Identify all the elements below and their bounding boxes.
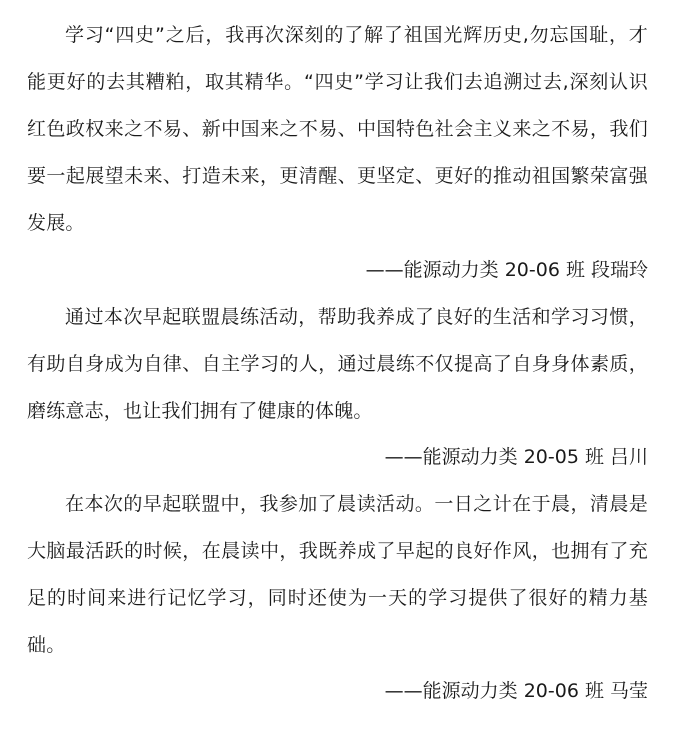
- reflection-paragraph-1: 学习“四史”之后，我再次深刻的了解了祖国光辉历史,勿忘国耻，才能更好的去其糟粕，取其精华。“四史”学习让我们去追溯过去,深刻认识红色政权来之不易、新中国来之不易、中国特色社会主义来之不易，我们要一起展望未来、打造未来，更清醒、更坚定、更好的推动祖国繁荣富强发展。: [27, 24, 648, 234]
- reflection-paragraph-3: 在本次的早起联盟中，我参加了晨读活动。一日之计在于晨，清晨是大脑最活跃的时候，在晨读中，我既养成了早起的良好作风，也拥有了充足的时间来进行记忆学习，同时还使为一天的学习提供了很好的精力基础。: [27, 493, 648, 656]
- reflection-paragraph-2: 通过本次早起联盟晨练活动，帮助我养成了良好的生活和学习习惯，有助自身成为自律、自主学习的人，通过晨练不仅提高了自身身体素质，磨练意志，也让我们拥有了健康的体魄。: [27, 306, 648, 422]
- signature-3: ——能源动力类 20-06 班 马莹: [384, 680, 648, 702]
- signature-1: ——能源动力类 20-06 班 段瑞玲: [365, 259, 648, 281]
- signature-2: ——能源动力类 20-05 班 吕川: [384, 446, 648, 468]
